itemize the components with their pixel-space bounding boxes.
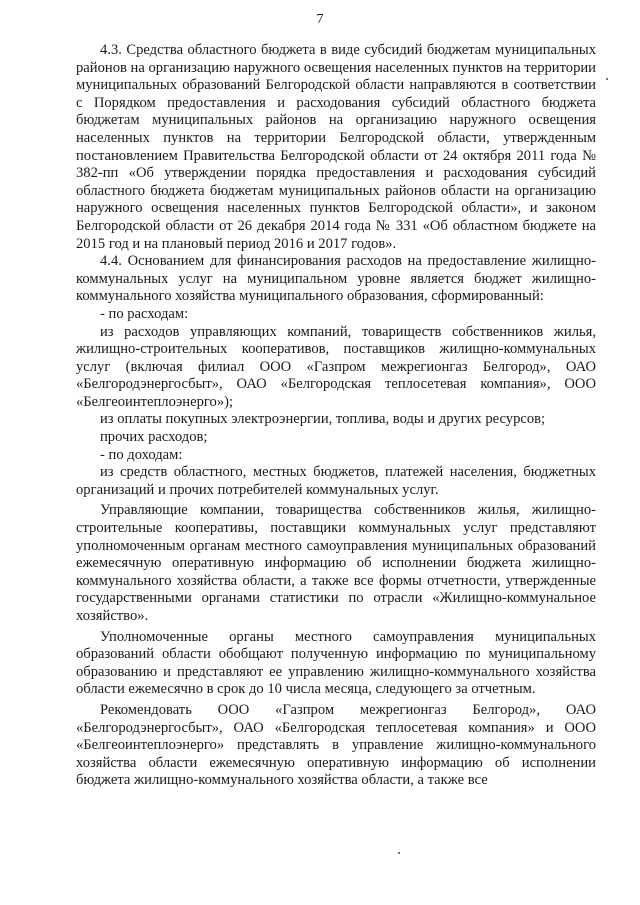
expenses-item-other: прочих расходов; xyxy=(100,429,208,446)
paragraph-recommendation: Рекомендовать ООО «Газпром межрегионгаз Белгород», ОАО «Белгородэнергосбыт», ОАО «Белгородская теплосетевая компания» и ООО «Белгеоинтеплоэнерго» представлять в управление жилищно-коммунального хозяйства области ежемесячную оперативную информацию об исполнении бюджета жилищно-коммунального хозяйства области, а также все xyxy=(76,701,596,789)
expenses-item-management: из расходов управляющих компаний, товариществ собственников жилья, жилищно-строительных кооперативов, поставщиков жилищно-коммунальных услуг (включая филиал ООО «Газпром межрегионгаз Белгород», ОАО «Белгородэнергосбыт», ОАО «Белгородская теплосетевая компания», ООО «Белгеоинтеплоэнерго»); xyxy=(76,323,596,410)
expenses-item-resources: из оплаты покупных электроэнергии, топлива, воды и других ресурсов; xyxy=(100,411,546,428)
paragraph-4-3: 4.3. Средства областного бюджета в виде субсидий бюджетам муниципальных районов на организацию наружного освещения населенных пунктов на территории муниципальных образований Белгородской области направляются в соответствии с Порядком предоставления и расходования субсидий областного бюджета бюджетам муниципальных районов на организацию наружного освещения населенных пунктов на территории Белгородской области, утвержденным постановлением Правительства Белгородской области от 24 октября 2011 года № 382-пп «Об утверждении порядка предоставления и расходования субсидий областного бюджета бюджетам муниципальных районов области на организацию наружного освещения населенных пунктов Белгородской области», и законом Белгородской области от 26 декабря 2014 года № 331 «Об областном бюджете на 2015 год и на плановый период 2016 и 2017 годов». xyxy=(76,42,596,252)
paragraph-authorities: Уполномоченные органы местного самоуправления муниципальных образований области обобщают полученную информацию по муниципальному образованию и представляют ее управлению жилищно-коммунального хозяйства области ежемесячно в срок до 10 числа месяца, следующего за отчетным. xyxy=(76,628,596,698)
paragraph-4-4: 4.4. Основанием для финансирования расходов на предоставление жилищно-коммунальных услуг на муниципальном уровне является бюджет жилищно-коммунального хозяйства муниципального образования, сформированный: xyxy=(76,253,596,305)
scan-speck xyxy=(398,852,400,854)
paragraph-reporting: Управляющие компании, товарищества собственников жилья, жилищно-строительные кооперативы, поставщики коммунальных услуг представляют уполномоченным органам местного самоуправления муниципальных образований ежемесячную оперативную информацию об исполнении бюджета жилищно-коммунального хозяйства области, а также все формы отчетности, утвержденные государственными органами статистики по отрасли «Жилищно-коммунальное хозяйство». xyxy=(76,502,596,624)
scan-speck xyxy=(606,78,608,80)
expenses-heading: - по расходам: xyxy=(100,305,189,322)
document-body xyxy=(76,42,596,790)
income-heading: - по доходам: xyxy=(100,446,183,463)
income-item-sources: из средств областного, местных бюджетов, платежей населения, бюджетных организаций и прочих потребителей коммунальных услуг. xyxy=(76,464,596,498)
page-number: 7 xyxy=(316,12,324,27)
